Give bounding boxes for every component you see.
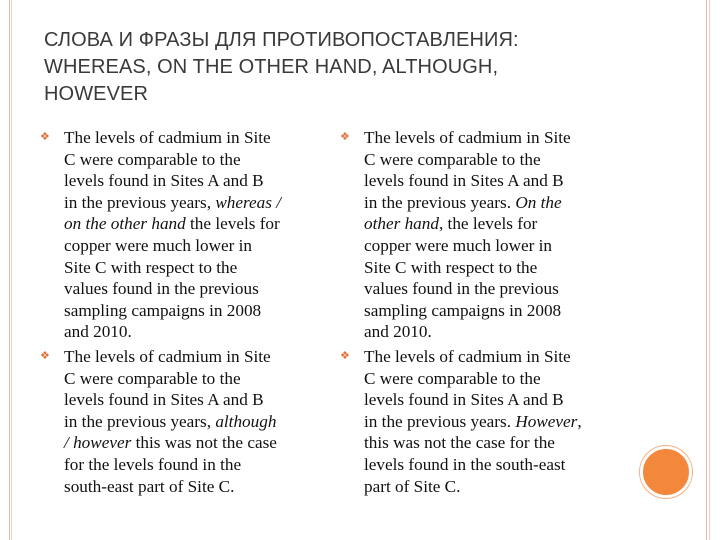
text-line	[364, 213, 630, 235]
text-segment: The levels of cadmium in Site	[64, 128, 271, 147]
diamond-bullet-icon: ❖	[40, 348, 50, 362]
text-segment: , the levels for	[438, 214, 538, 234]
bullet-text	[64, 127, 325, 343]
text-line	[364, 300, 630, 322]
bullet-item	[40, 127, 325, 343]
text-line	[364, 278, 630, 300]
bullet-text	[364, 346, 630, 497]
diamond-bullet-icon: ❖	[40, 130, 50, 143]
text-line	[64, 454, 325, 476]
text-line	[64, 346, 325, 368]
text-segment: copper were much lower in	[364, 235, 553, 255]
text-segment: The levels of cadmium in Site	[64, 346, 271, 366]
text-segment: ,	[577, 411, 582, 431]
text-line	[364, 257, 630, 279]
right-column	[340, 127, 630, 500]
text-line	[364, 432, 630, 454]
italic-phrase: However	[515, 411, 578, 431]
text-line	[64, 170, 325, 192]
text-line	[64, 368, 325, 390]
text-line	[64, 389, 325, 411]
text-segment: in the previous years,	[64, 411, 216, 431]
text-segment: copper were much lower in	[64, 235, 253, 255]
left-edge-line	[9, 0, 10, 540]
text-line	[64, 213, 325, 235]
text-segment: values found in the previous	[364, 279, 559, 299]
text-segment: for the levels found in the	[64, 454, 242, 474]
text-segment: this was not the case	[131, 433, 277, 453]
text-line	[64, 300, 325, 322]
text-segment: south-east part of Site C.	[64, 476, 235, 496]
diamond-bullet-icon: ❖	[340, 130, 350, 143]
text-segment: The levels of cadmium in Site	[364, 128, 571, 147]
left-edge-line-inner	[11, 0, 12, 540]
slide-title-line: СЛОВА И ФРАЗЫ ДЛЯ ПРОТИВОПОСТАВЛЕНИЯ:	[44, 29, 519, 51]
text-line	[64, 149, 325, 171]
text-segment: part of Site C.	[364, 476, 461, 496]
text-segment: this was not the case for the	[364, 433, 555, 453]
text-segment: and 2010.	[64, 322, 132, 342]
italic-phrase: / however	[64, 433, 132, 453]
bullet-item	[40, 346, 325, 497]
text-segment: in the previous years.	[364, 192, 516, 212]
text-segment: levels found in Sites A and B	[364, 390, 564, 410]
text-segment: levels found in the south-east	[364, 454, 566, 474]
italic-phrase: whereas /	[215, 192, 282, 212]
slide-title	[44, 27, 644, 108]
left-column	[40, 127, 325, 500]
text-line	[64, 192, 325, 214]
text-line	[64, 476, 325, 498]
slide-title-line: HOWEVER	[44, 83, 149, 105]
text-segment: in the previous years,	[64, 192, 216, 212]
slide-title-line: WHEREAS, ON THE OTHER HAND, ALTHOUGH,	[44, 56, 499, 78]
italic-phrase: on the other hand	[64, 214, 186, 234]
text-line	[364, 389, 630, 411]
text-segment: levels found in Sites A and B	[364, 171, 564, 191]
text-line	[64, 257, 325, 279]
text-line	[64, 432, 325, 454]
text-segment: C were comparable to the	[64, 149, 241, 169]
text-segment: sampling campaigns in 2008	[64, 300, 262, 320]
text-line	[364, 170, 630, 192]
text-line	[64, 278, 325, 300]
text-line	[364, 321, 630, 343]
text-line	[64, 321, 325, 343]
right-edge-line-inner	[709, 0, 710, 540]
text-line	[364, 235, 630, 257]
text-line	[364, 476, 630, 498]
text-line	[364, 149, 630, 171]
right-edge-line	[706, 0, 707, 540]
text-segment: the levels for	[185, 214, 280, 234]
text-line	[364, 368, 630, 390]
text-line	[364, 411, 630, 433]
text-segment: Site C with respect to the	[364, 257, 538, 277]
diamond-bullet-icon: ❖	[340, 348, 350, 362]
text-segment: Site C with respect to the	[64, 257, 238, 277]
text-line	[64, 235, 325, 257]
bullet-text	[364, 127, 630, 343]
text-line	[364, 127, 630, 149]
text-segment: C were comparable to the	[364, 149, 541, 169]
bullet-item	[340, 346, 630, 497]
text-line	[64, 411, 325, 433]
bullet-text	[64, 346, 325, 497]
text-segment: C were comparable to the	[64, 368, 241, 388]
text-segment: values found in the previous	[64, 279, 259, 299]
text-segment: and 2010.	[364, 322, 432, 342]
text-line	[64, 127, 325, 149]
text-line	[364, 454, 630, 476]
text-segment: in the previous years.	[364, 411, 516, 431]
text-segment: C were comparable to the	[364, 368, 541, 388]
text-segment: levels found in Sites A and B	[64, 171, 264, 191]
text-line	[364, 346, 630, 368]
italic-phrase: On the	[515, 192, 562, 212]
text-segment: levels found in Sites A and B	[64, 390, 264, 410]
italic-phrase: other hand	[364, 214, 439, 234]
text-segment: sampling campaigns in 2008	[364, 300, 562, 320]
text-line	[364, 192, 630, 214]
decorative-orange-circle	[640, 446, 692, 498]
bullet-item	[340, 127, 630, 343]
italic-phrase: although	[215, 411, 277, 431]
text-segment: The levels of cadmium in Site	[364, 346, 571, 366]
